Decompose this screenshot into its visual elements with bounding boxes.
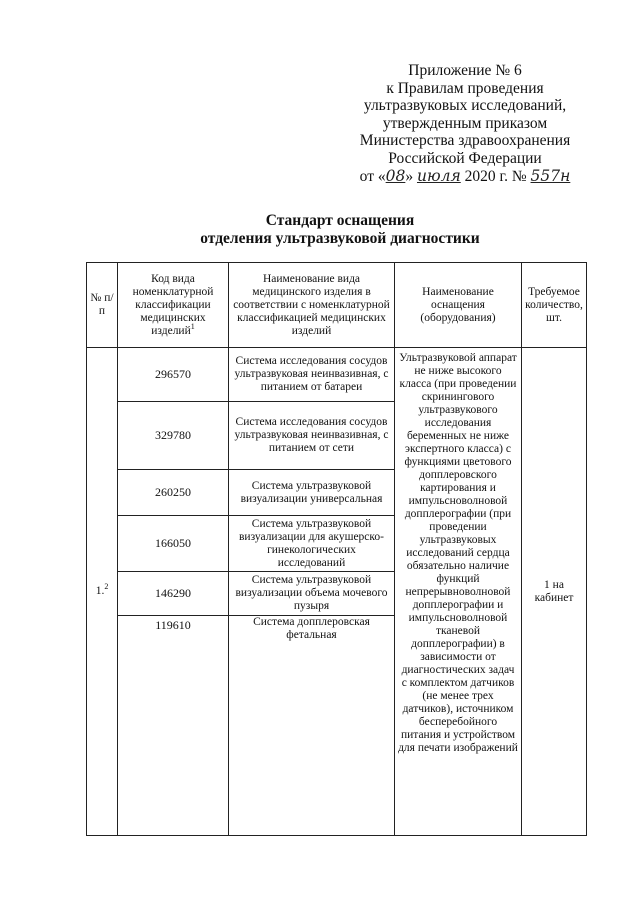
header-quantity: Требуемое количество, шт. xyxy=(522,263,587,348)
date-day: 08 xyxy=(385,166,406,185)
table-header-row xyxy=(87,263,587,348)
item-name: Система исследования сосудов ультразвуковая неинвазивная, с питанием от сети xyxy=(229,402,395,470)
item-code: 260250 xyxy=(118,470,229,516)
header-code-footnote: 1 xyxy=(190,321,195,331)
header-equipment: Наименование оснащения (оборудования) xyxy=(395,263,522,348)
title-line-1: Стандарт оснащения xyxy=(265,212,415,229)
annex-header xyxy=(330,62,600,185)
item-code: 166050 xyxy=(118,516,229,572)
equipment-description: Ультразвуковой аппарат не ниже высокого класса (при проведении скринингового ультразвукового исследования беременных не ниже экспертного класса) с функциями цветового допплеровского картирования и импульсноволновой допплерографии (при проведении ультразвуковых исследований сердца обязательно наличие функций непрерывноволновой допплерографии и импульсноволновой тканевой допплерографии) в зависимости от диагностических задач с комплектом датчиков (не менее трех датчиков), источником бесперебойного питания и устройством для печати изображений xyxy=(395,348,522,836)
annex-line-2: к Правилам проведения xyxy=(386,79,544,97)
item-code: 146290 xyxy=(118,572,229,616)
item-code: 119610 xyxy=(118,616,229,836)
date-prefix: от « xyxy=(359,167,386,185)
item-name: Система ультразвуковой визуализации универсальная xyxy=(229,470,395,516)
annex-line-6: Российской Федерации xyxy=(388,149,542,167)
header-code xyxy=(118,263,229,348)
date-mid: » xyxy=(405,167,414,185)
table-row xyxy=(87,348,587,402)
row-number xyxy=(87,348,118,836)
item-name: Система допплеровская фетальная xyxy=(229,616,395,836)
row-number-text: 1. xyxy=(95,585,105,597)
header-name: Наименование вида медицинского изделия в соответствии с номенклатурной классификацией медицинских изделий xyxy=(229,263,395,348)
row-number-footnote: 2 xyxy=(104,582,109,592)
required-quantity: 1 на кабинет xyxy=(522,348,587,836)
annex-line-4: утвержденным приказом xyxy=(382,114,548,132)
date-month: июля xyxy=(416,166,461,185)
header-code-text: Код вида номенклатурной классификации медицинских изделий xyxy=(132,272,214,337)
document-title xyxy=(0,212,640,248)
annex-line-3: ультразвуковых исследований, xyxy=(363,97,567,115)
date-suffix: 2020 г. № xyxy=(464,167,527,185)
order-number: 557н xyxy=(530,166,571,185)
item-name: Система ультразвуковой визуализации объема мочевого пузыря xyxy=(229,572,395,616)
annex-date-line xyxy=(330,168,600,186)
annex-line-1: Приложение № 6 xyxy=(408,62,522,79)
annex-line-5: Министерства здравоохранения xyxy=(359,132,571,150)
item-name: Система ультразвуковой визуализации для акушерско-гинекологических исследований xyxy=(229,516,395,572)
item-name: Система исследования сосудов ультразвуковая неинвазивная, с питанием от батареи xyxy=(229,348,395,402)
item-code: 329780 xyxy=(118,402,229,470)
equipment-table xyxy=(86,262,587,836)
title-line-2: отделения ультразвуковой диагностики xyxy=(200,230,480,247)
item-code: 296570 xyxy=(118,348,229,402)
header-num: № п/п xyxy=(87,263,118,348)
